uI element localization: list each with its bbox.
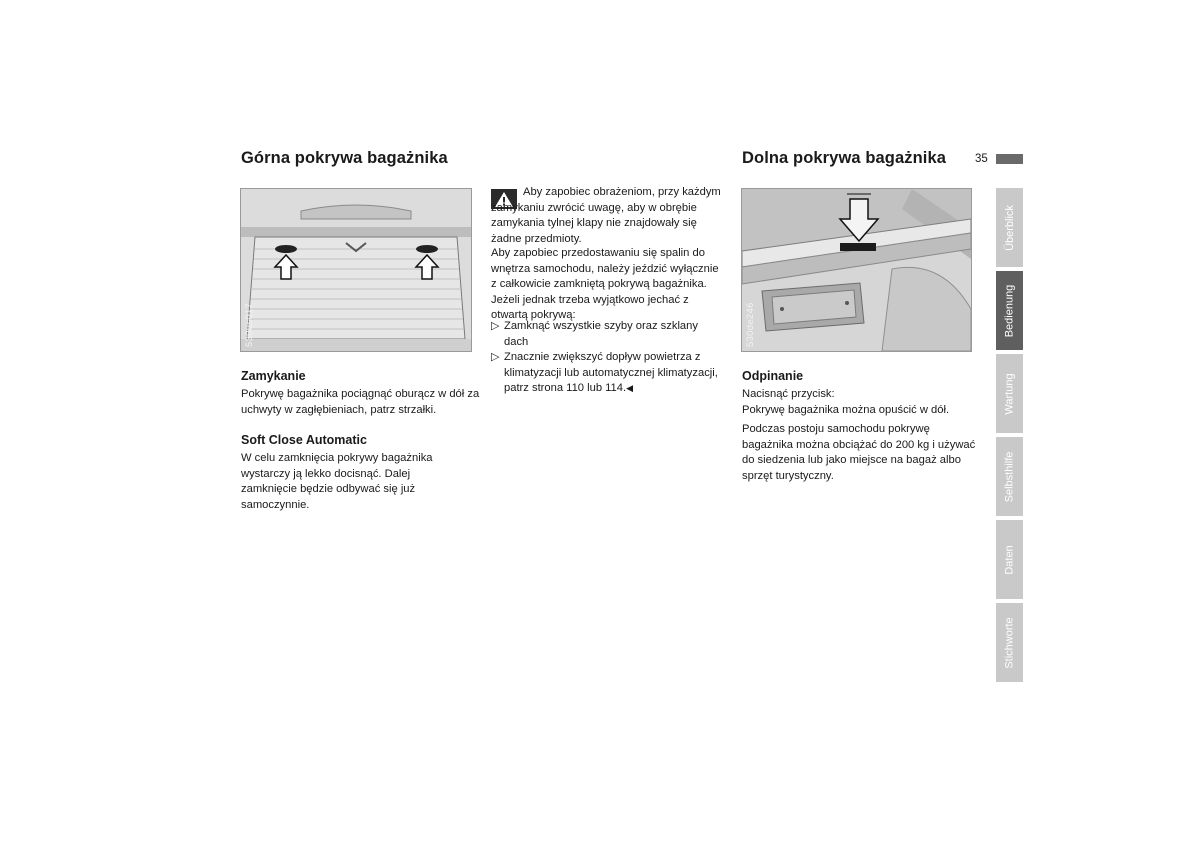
- right-page-title: Dolna pokrywa bagażnika: [742, 149, 947, 167]
- bullet-marker: ▷: [491, 320, 500, 332]
- tab-selbsthilfe[interactable]: [996, 437, 1023, 516]
- warning-paragraph: Aby zapobiec przedostawaniu się spalin do wnętrza samochodu, należy jeździć wyłącznie z całkowicie zamkniętą pokrywą bagażnika. Jeżeli jednak trzeba wyjątkowo jechać z otwartą pokrywą:: [491, 247, 719, 321]
- paragraph: W celu zamknięcia pokrywy bagażnika wystarczy ją lekko docisnąć. Dalej zamknięcie będzie odbywać się już samoczynnie.: [241, 452, 433, 511]
- image-code: 530us017: [244, 302, 255, 347]
- tailgate-upper-figure: [240, 188, 472, 352]
- warning-paragraph: Aby zapobiec obrażeniom, przy każdym zamykaniu zwrócić uwagę, aby w obrębie zamykania tylnej klapy nie znajdowały się żadne przedmioty.: [491, 186, 721, 245]
- tab-label: Stichworte: [1003, 616, 1016, 669]
- tab-stichworte[interactable]: [996, 603, 1023, 682]
- tab-label: Daten: [1003, 544, 1016, 575]
- section-heading: Odpinanie: [742, 369, 804, 383]
- list-item-text: Zamknąć wszystkie szyby oraz szklany dach: [504, 320, 698, 348]
- tab-ueberblick[interactable]: [996, 188, 1023, 267]
- list-item: [491, 319, 723, 350]
- paragraph: Pokrywę bagażnika pociągnąć oburącz w dół za uchwyty w zagłębieniach, patrz strzałki.: [241, 388, 480, 416]
- section-heading: Soft Close Automatic: [241, 433, 367, 447]
- bullet-list: [491, 319, 723, 397]
- tab-label: Wartung: [1003, 372, 1016, 415]
- end-marker: ◀: [626, 383, 634, 393]
- paragraph: Nacisnąć przycisk: Pokrywę bagażnika można opuścić w dół.: [742, 388, 950, 416]
- tailgate-lower-figure: [741, 188, 972, 352]
- bullet-marker: ▷: [491, 351, 500, 363]
- paragraph: Podczas postoju samochodu pokrywę bagażnika można obciążać do 200 kg i używać do siedzenia lub jako miejsce na bagaż albo sprzęt turystyczny.: [742, 423, 976, 482]
- tab-bedienung[interactable]: [996, 271, 1023, 350]
- tab-daten[interactable]: [996, 520, 1023, 599]
- page-number: 35: [975, 153, 988, 165]
- left-page-title: Górna pokrywa bagażnika: [241, 149, 448, 167]
- tab-label: Selbsthilfe: [1003, 451, 1016, 502]
- page-bar: [996, 154, 1023, 164]
- section-heading: Zamykanie: [241, 369, 306, 383]
- image-code: 530de246: [745, 302, 756, 347]
- tab-label: Bedienung: [1003, 284, 1016, 337]
- list-item-text: Znacznie zwiększyć dopływ powietrza z klimatyzacji lub automatycznej klimatyzacji, patrz strona 110 lub 114.: [504, 351, 718, 394]
- list-item: [491, 350, 723, 397]
- tab-label: Überblick: [1003, 204, 1016, 251]
- tab-wartung[interactable]: [996, 354, 1023, 433]
